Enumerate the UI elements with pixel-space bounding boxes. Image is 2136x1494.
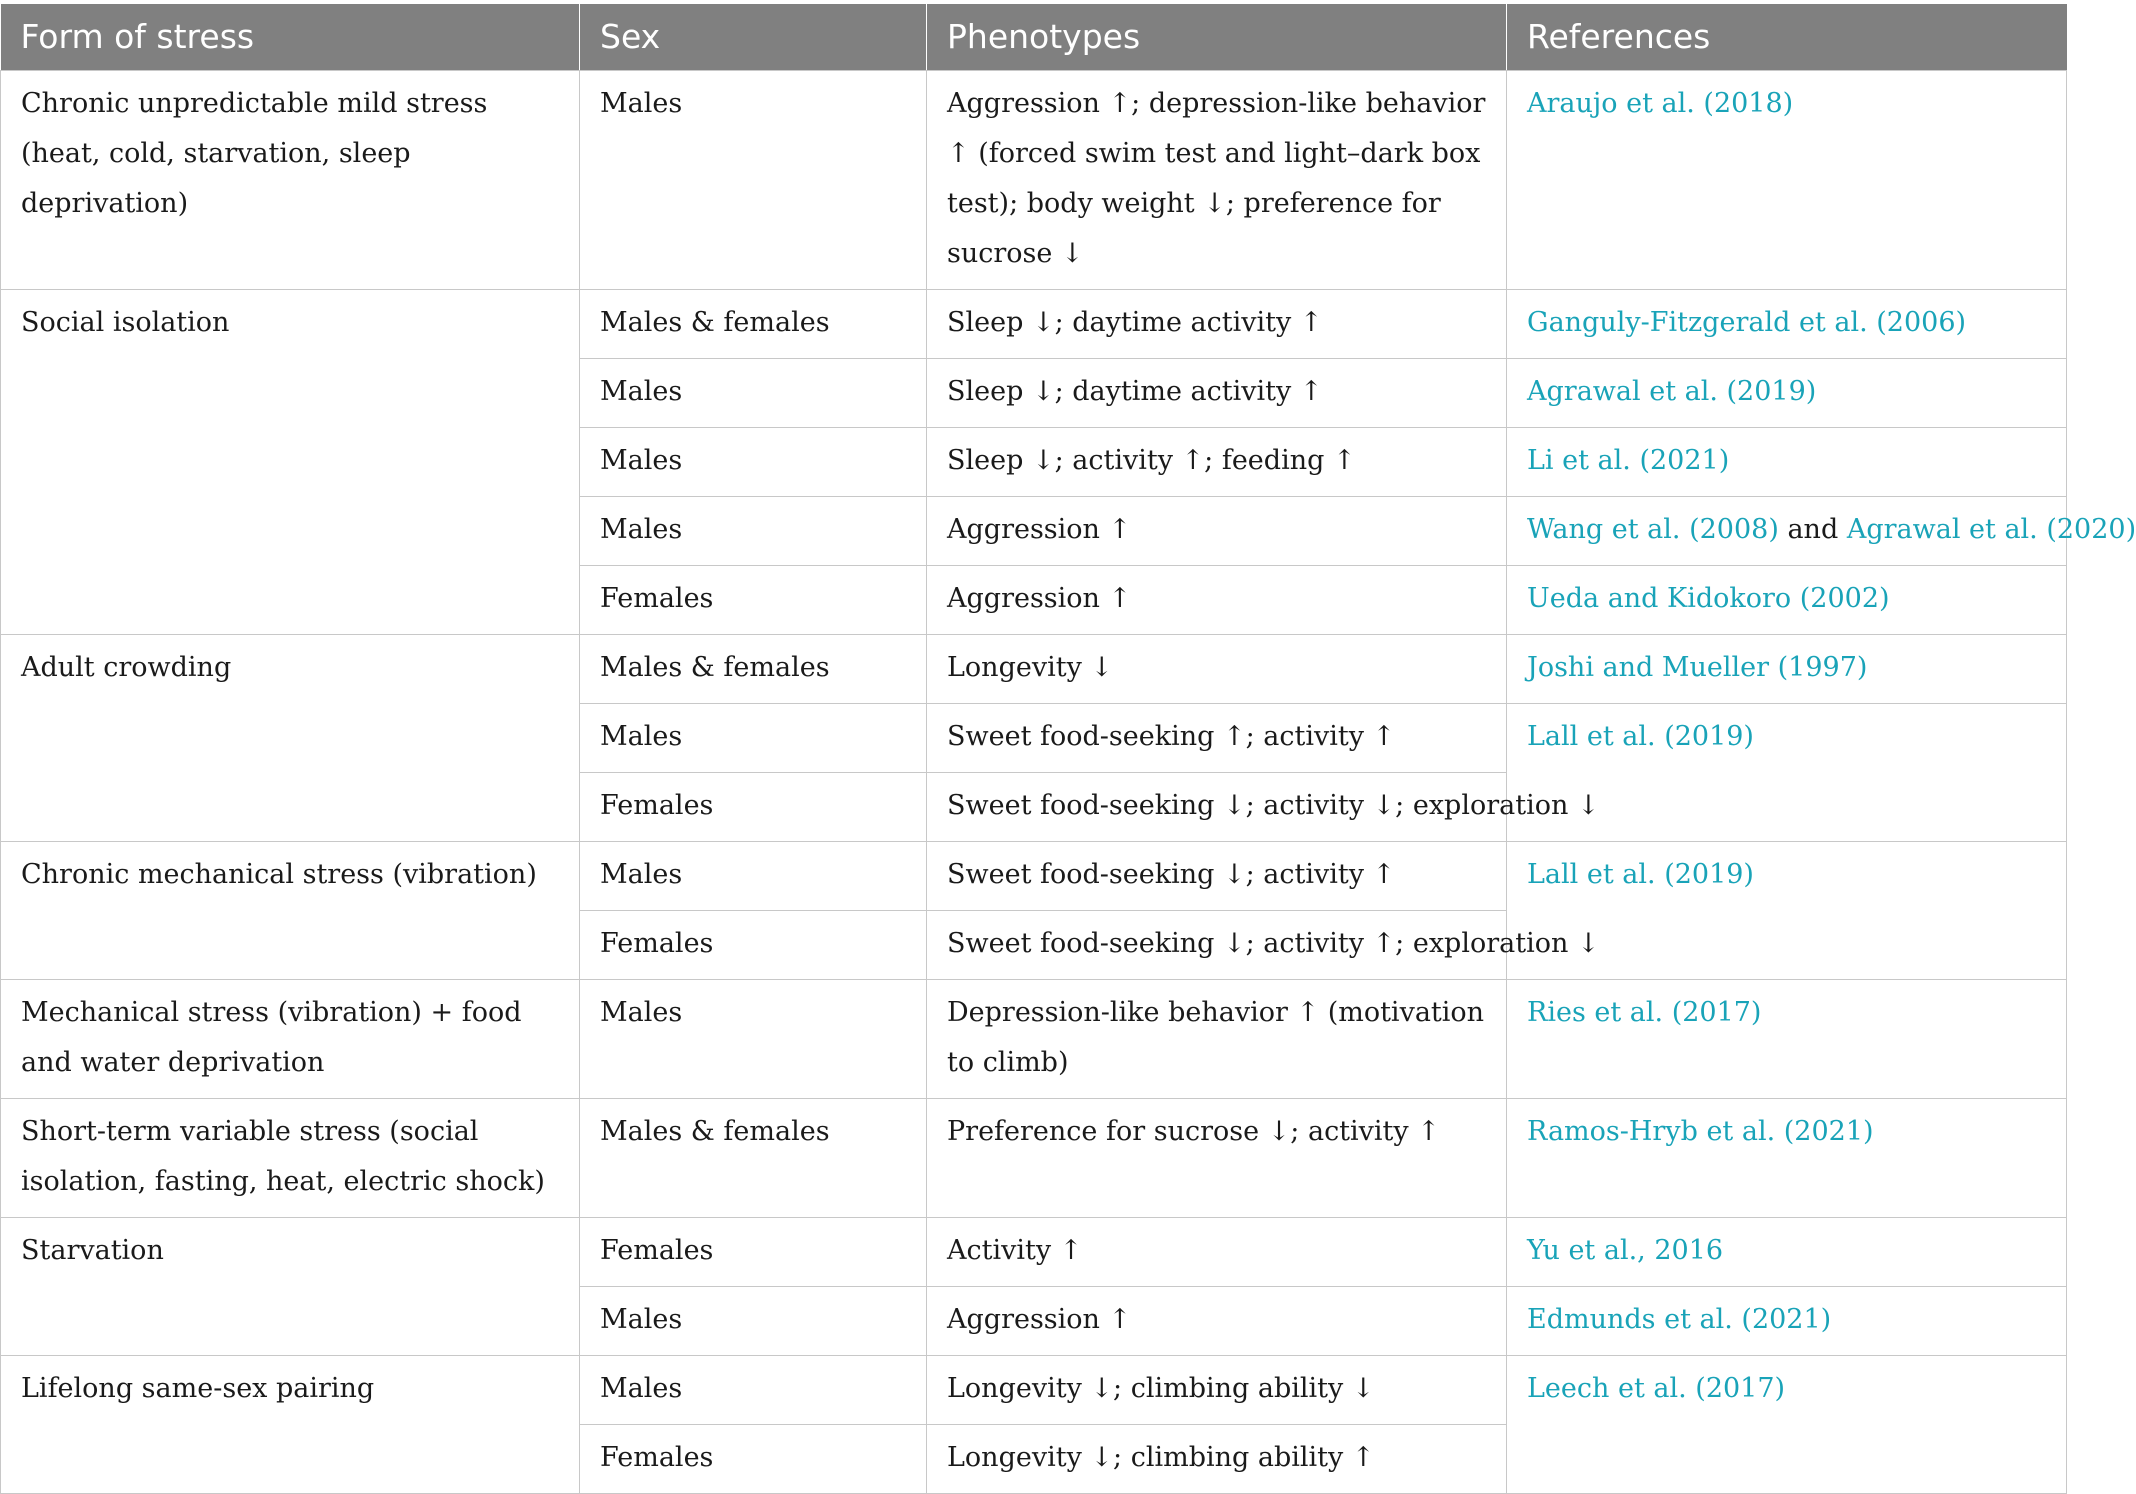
sex-cell: Females	[580, 1217, 927, 1286]
stress-cell: Lifelong same-sex pairing	[1, 1355, 580, 1493]
sex-cell: Males & females	[580, 1098, 927, 1217]
reference-cell	[1507, 1217, 2067, 1286]
reference-link[interactable]: Agrawal et al. (2019)	[1527, 375, 1817, 407]
phenotype-cell: Sleep ↓; daytime activity ↑	[927, 289, 1507, 358]
reference-link[interactable]: Lall et al. (2019)	[1527, 858, 1754, 890]
reference-cell	[1507, 358, 2067, 427]
reference-link[interactable]: Araujo et al. (2018)	[1527, 87, 1794, 119]
sex-cell: Females	[580, 772, 927, 841]
sex-cell: Males	[580, 1355, 927, 1424]
phenotype-cell: Sweet food-seeking ↓; activity ↓; exploration ↓	[927, 772, 1507, 841]
stress-cell: Chronic mechanical stress (vibration)	[1, 841, 580, 979]
phenotype-cell: Activity ↑	[927, 1217, 1507, 1286]
phenotype-cell: Sweet food-seeking ↑; activity ↑	[927, 703, 1507, 772]
sex-cell: Males	[580, 358, 927, 427]
stress-phenotypes-table	[0, 4, 2136, 1494]
reference-link[interactable]: Leech et al. (2017)	[1527, 1372, 1786, 1404]
reference-link[interactable]: Yu et al., 2016	[1527, 1234, 1724, 1266]
reference-link[interactable]: Ganguly-Fitzgerald et al. (2006)	[1527, 306, 1967, 338]
phenotype-cell: Sweet food-seeking ↓; activity ↑	[927, 841, 1507, 910]
phenotype-cell: Depression-like behavior ↑ (motivation to climb)	[927, 979, 1507, 1098]
header-form-of-stress: Form of stress	[1, 4, 580, 70]
sex-cell: Females	[580, 565, 927, 634]
stress-cell: Starvation	[1, 1217, 580, 1355]
stress-cell: Adult crowding	[1, 634, 580, 841]
header-references: References	[1507, 4, 2067, 70]
phenotype-cell: Longevity ↓; climbing ability ↓	[927, 1355, 1507, 1424]
reference-cell	[1507, 70, 2067, 289]
table-row	[1, 1098, 2067, 1217]
table-row	[1, 70, 2067, 289]
reference-link[interactable]: Edmunds et al. (2021)	[1527, 1303, 1832, 1335]
phenotype-cell: Aggression ↑	[927, 1286, 1507, 1355]
header-row	[1, 4, 2067, 70]
reference-cell	[1507, 496, 2136, 565]
table-row	[1, 289, 2067, 358]
reference-link[interactable]: Ries et al. (2017)	[1527, 996, 1762, 1028]
reference-cell	[1507, 427, 2067, 496]
reference-link[interactable]: Lall et al. (2019)	[1527, 720, 1754, 752]
phenotype-cell: Aggression ↑	[927, 565, 1507, 634]
stress-cell: Short-term variable stress (social isolation, fasting, heat, electric shock)	[1, 1098, 580, 1217]
sex-cell: Males & females	[580, 634, 927, 703]
reference-cell	[1507, 1355, 2067, 1493]
sex-cell: Males	[580, 496, 927, 565]
sex-cell: Females	[580, 1424, 927, 1493]
reference-link[interactable]: Joshi and Mueller (1997)	[1527, 651, 1868, 683]
phenotype-cell: Aggression ↑; depression-like behavior ↑ (forced swim test and light–dark box test); body weight ↓; preference for sucrose ↓	[927, 70, 1507, 289]
reference-cell	[1507, 979, 2067, 1098]
reference-cell	[1507, 1286, 2067, 1355]
reference-link[interactable]: Agrawal et al. (2020)	[1846, 513, 2136, 545]
reference-cell	[1507, 634, 2067, 703]
reference-link[interactable]: Li et al. (2021)	[1527, 444, 1730, 476]
stress-cell: Chronic unpredictable mild stress (heat, cold, starvation, sleep deprivation)	[1, 70, 580, 289]
reference-cell	[1507, 1098, 2067, 1217]
reference-cell	[1507, 289, 2067, 358]
header-sex: Sex	[580, 4, 927, 70]
stress-cell: Mechanical stress (vibration) + food and water deprivation	[1, 979, 580, 1098]
reference-link[interactable]: Wang et al. (2008)	[1527, 513, 1779, 545]
phenotype-cell: Sleep ↓; daytime activity ↑	[927, 358, 1507, 427]
sex-cell: Males	[580, 841, 927, 910]
sex-cell: Males	[580, 979, 927, 1098]
sex-cell: Males	[580, 1286, 927, 1355]
header-phenotypes: Phenotypes	[927, 4, 1507, 70]
reference-cell	[1507, 565, 2067, 634]
sex-cell: Males	[580, 703, 927, 772]
table-row	[1, 1217, 2067, 1286]
table-row	[1, 1355, 2067, 1424]
sex-cell: Females	[580, 910, 927, 979]
reference-link[interactable]: Ramos-Hryb et al. (2021)	[1527, 1115, 1874, 1147]
stress-cell: Social isolation	[1, 289, 580, 634]
phenotype-cell: Sleep ↓; activity ↑; feeding ↑	[927, 427, 1507, 496]
table-row	[1, 979, 2067, 1098]
sex-cell: Males	[580, 427, 927, 496]
phenotype-cell: Longevity ↓; climbing ability ↑	[927, 1424, 1507, 1493]
sex-cell: Males	[580, 70, 927, 289]
phenotype-cell: Sweet food-seeking ↓; activity ↑; exploration ↓	[927, 910, 1507, 979]
table-row	[1, 634, 2067, 703]
reference-link[interactable]: Ueda and Kidokoro (2002)	[1527, 582, 1890, 614]
reference-conjunction: and	[1787, 513, 1839, 545]
phenotype-cell: Preference for sucrose ↓; activity ↑	[927, 1098, 1507, 1217]
sex-cell: Males & females	[580, 289, 927, 358]
phenotype-cell: Aggression ↑	[927, 496, 1507, 565]
table-row	[1, 841, 2067, 910]
phenotype-cell: Longevity ↓	[927, 634, 1507, 703]
